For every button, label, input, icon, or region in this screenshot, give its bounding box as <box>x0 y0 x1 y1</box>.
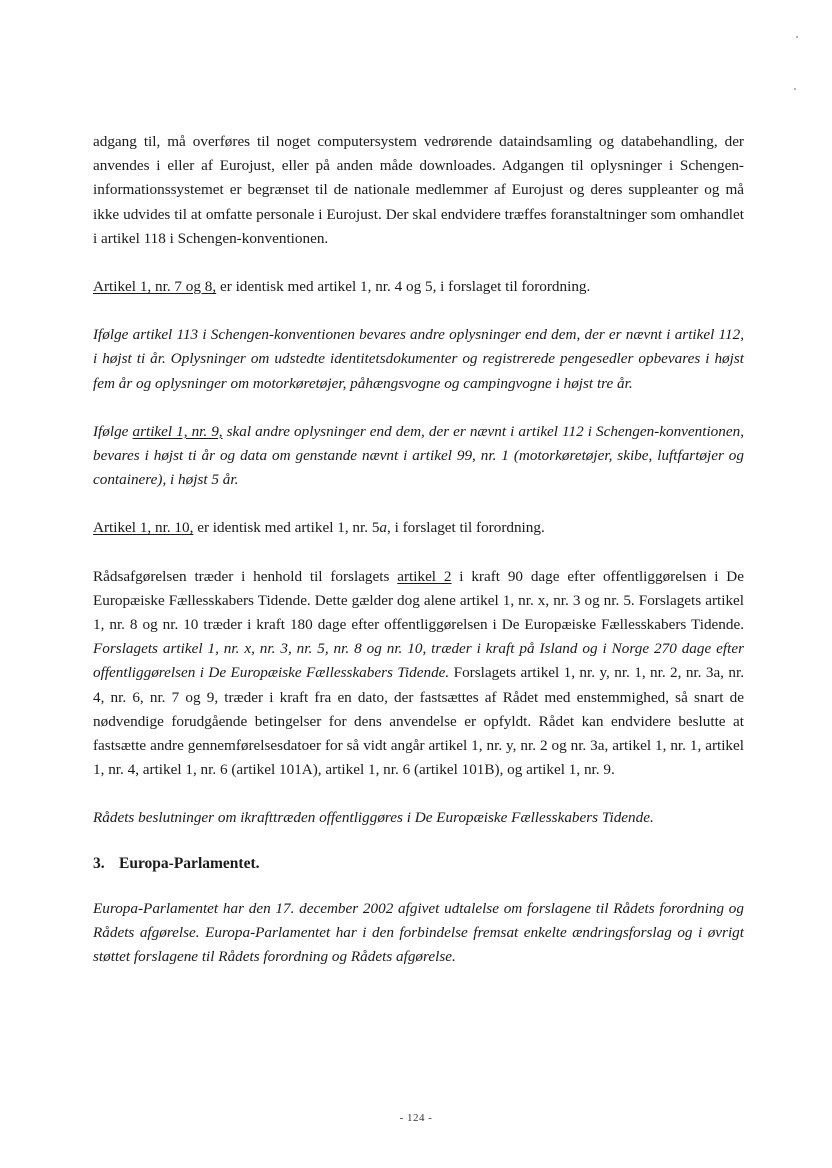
article-reference: artikel 1, nr. 9, <box>132 422 223 440</box>
paragraph-council-decisions: Rådets beslutninger om ikrafttræden offentliggøres i De Europæiske Fællesskabers Tidende. <box>93 809 654 827</box>
paragraph-entry-into-force: Rådsafgørelsen træder i henhold til forslagets artikel 2 i kraft 90 dage efter offentliggørelsen i De Europæiske Fællesskabers Tidende. Dette gælder dog alene artikel 1, nr. x, nr. 3 og nr. 5. Forslagets artikel 1, nr. 8 og nr. 10 træder i kraft 180 dage efter offentliggørelsen i De Europæiske Fællesskabers Tidende. Forslagets artikel 1, nr. x, nr. 3, nr. 5, nr. 8 og nr. 10, træder i kraft på Island og i Norge 270 dage efter offentliggørelsen i De Europæiske Fællesskabers Tidende. Forslagets artikel 1, nr. y, nr. 1, nr. 2, nr. 3a, nr. 4, nr. 6, nr. 7 og 9, træder i kraft fra en dato, der fastsættes af Rådet med enstemmighed, så snart de nødvendige forudgående betingelser for dens anvendelse er opfyldt. Rådet kan endvidere beslutte at fastsætte andre gennemførelsesdatoer for så vidt angår artikel 1, nr. y, nr. 2 og nr. 3a, artikel 1, nr. 1, artikel 1, nr. 4, artikel 1, nr. 6 (artikel 101A), artikel 1, nr. 6 (artikel 101B), og artikel 1, nr. 9. <box>93 567 745 779</box>
paragraph-data-access: adgang til, må overføres til noget computersystem vedrørende dataindsamling og databehandling, der anvendes i eller af Eurojust, eller på anden måde downloades. Adgangen til oplysninger i Schengen-informationssystemet er begrænset til de nationale medlemmer af Eurojust og deres suppleanter og må ikke udvides til at omfatte personale i Eurojust. Der skal endvidere træffes foranstaltninger som omhandlet i artikel 118 i Schengen-konventionen. <box>93 133 744 247</box>
article-reference: Artikel 1, nr. 7 og 8, <box>93 278 217 296</box>
scan-speck <box>794 88 796 90</box>
paragraph-article-10: Artikel 1, nr. 10, er identisk med artikel 1, nr. 5a, i forslaget til forordning. <box>93 519 545 537</box>
section-heading <box>93 852 744 876</box>
scan-speck <box>796 36 798 38</box>
article-reference: artikel 2 <box>397 567 452 585</box>
section-number: 3. <box>93 854 105 872</box>
paragraph-article-9: Ifølge artikel 1, nr. 9, skal andre oplysninger end dem, der er nævnt i artikel 112 i Schengen-konventionen, bevares i højst ti år og data om genstande nævnt i artikel 99, nr. 1 (motorkøretøjer, skibe, luftfartøjer og containere), i højst 5 år. <box>93 422 744 489</box>
paragraph-article-113: Ifølge artikel 113 i Schengen-konventionen bevares andre oplysninger end dem, der er nævnt i artikel 112, i højst ti år. Oplysninger om udstedte identitetsdokumenter og registrerede pengesedler opbevares i højst fem år og oplysninger om motorkøretøjer, påhængsvogne og campingvogne i højst tre år. <box>93 326 744 392</box>
page-number: - 124 - <box>399 1112 433 1124</box>
section-title: Europa-Parlamentet. <box>119 854 260 872</box>
paragraph-european-parliament: Europa-Parlamentet har den 17. december 2002 afgivet udtalelse om forslagene til Rådets forordning og Rådets afgørelse. Europa-Parlamentet har i den forbindelse fremsat enkelte ændringsforslag og i øvrigt støttet forslagene til Rådets forordning og Rådets afgørelse. <box>93 899 744 966</box>
document-body <box>93 130 744 969</box>
paragraph-article-7-8: Artikel 1, nr. 7 og 8, er identisk med artikel 1, nr. 4 og 5, i forslaget til forordning. <box>93 278 591 296</box>
article-reference: Artikel 1, nr. 10, <box>93 519 194 537</box>
